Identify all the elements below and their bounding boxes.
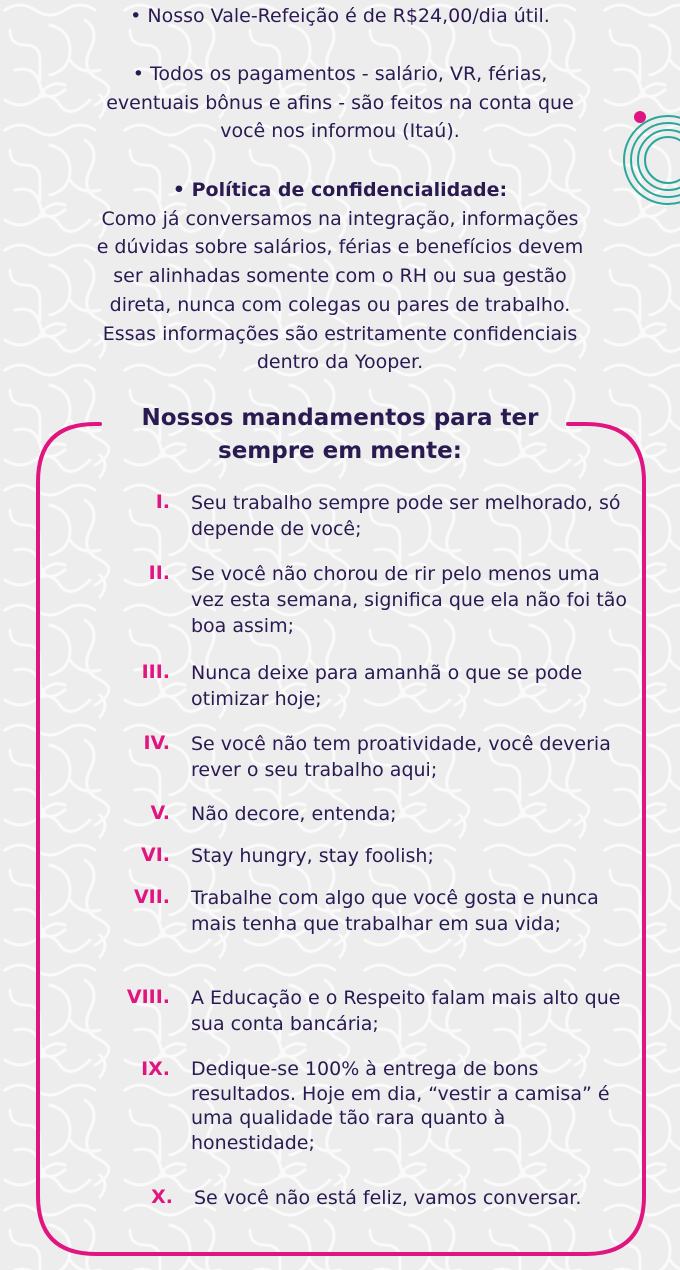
commandment-number: I.	[155, 491, 170, 513]
payments-info: • Todos os pagamentos - salário, VR, férias, eventuais bônus e afins - são feitos na conta que você nos informou (Itaú).	[106, 63, 574, 143]
commandment-text: Se você não tem proatividade, você deveria rever o seu trabalho aqui;	[191, 733, 611, 781]
commandment-text: Dedique-se 100% à entrega de bons resultados. Hoje em dia, “vestir a camisa” é uma qualidade tão rara quanto à honestidade;	[191, 1058, 610, 1154]
commandment-text: Seu trabalho sempre pode ser melhorado, só depende de você;	[191, 492, 621, 540]
commandment-text: Nunca deixe para amanhã o que se pode otimizar hoje;	[191, 662, 583, 710]
commandment-text: Se você não está feliz, vamos conversar.	[194, 1187, 582, 1209]
confidentiality-policy: • Política de confidencialidade: Como já conversamos na integração, informações e dúvidas sobre salários, férias e benefícios devem ser alinhadas somente com o RH ou sua gestão direta, nunca com colegas ou pares de trabalho. Essas informações são estritamente confidenciais dentro da Yooper.	[96, 179, 584, 374]
commandment-text: A Educação e o Respeito falam mais alto que sua conta bancária;	[191, 987, 621, 1035]
commandment-number: V.	[150, 802, 170, 824]
commandment-number: III.	[141, 661, 170, 683]
policy-title: • Política de confidencialidade:	[172, 179, 508, 201]
commandments-title: Nossos mandamentos para ter sempre em mente:	[141, 405, 539, 464]
commandment-number: IV.	[143, 732, 170, 754]
commandment-number: VI.	[141, 844, 170, 866]
commandment-number: VII.	[133, 886, 170, 908]
vr-info: • Nosso Vale-Refeição é de R$24,00/dia útil.	[130, 5, 550, 27]
commandment-text: Se você não chorou de rir pelo menos uma vez esta semana, significa que ela não foi tão boa assim;	[191, 563, 628, 637]
commandment-text: Não decore, entenda;	[191, 803, 397, 825]
commandment-text: Trabalhe com algo que você gosta e nunca mais tenha que trabalhar em sua vida;	[191, 887, 599, 935]
commandment-number: IX.	[141, 1058, 170, 1080]
commandment-number: X.	[151, 1186, 173, 1208]
commandment-text: Stay hungry, stay foolish;	[191, 845, 434, 867]
commandment-number: II.	[148, 562, 170, 584]
commandment-number: VIII.	[126, 986, 170, 1008]
